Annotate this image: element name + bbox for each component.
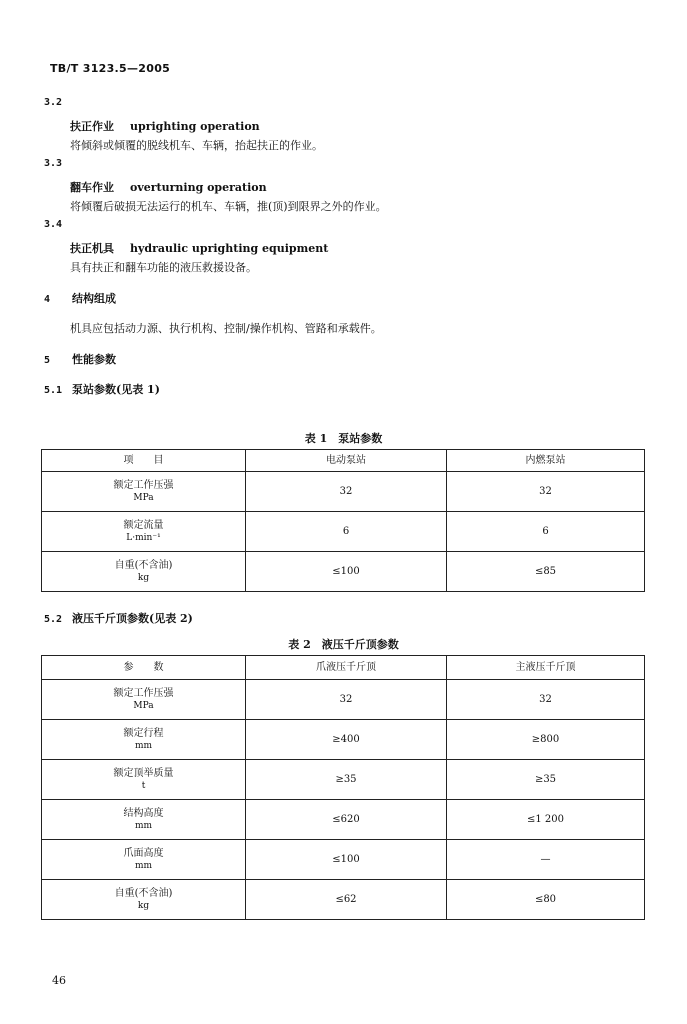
table-caption: 表 2 液压千斤顶参数 bbox=[288, 638, 399, 651]
section-number: 5 bbox=[44, 355, 51, 366]
term-en: overturning operation bbox=[130, 181, 267, 194]
header-cell: 电动泵站 bbox=[246, 450, 447, 472]
param-cell bbox=[42, 552, 246, 592]
param-name: 额定流量 bbox=[123, 519, 164, 531]
table-header-row bbox=[42, 656, 645, 680]
table-caption: 表 1 泵站参数 bbox=[304, 432, 383, 445]
header-cell: 主液压千斤顶 bbox=[447, 656, 645, 680]
value-cell: 32 bbox=[246, 472, 447, 512]
subsection-title: 泵站参数(见表 1) bbox=[72, 383, 160, 396]
section-title: 结构组成 bbox=[72, 292, 116, 305]
term-zh: 翻车作业 bbox=[70, 181, 114, 194]
value-cell: 32 bbox=[447, 680, 645, 720]
hydraulic-jack-table bbox=[41, 655, 645, 920]
standard-header: TB/T 3123.5—2005 bbox=[50, 62, 171, 75]
param-name: 额定行程 bbox=[123, 727, 164, 739]
section-number: 4 bbox=[44, 294, 51, 305]
param-unit: MPa bbox=[133, 700, 154, 711]
subsection-title: 液压千斤顶参数(见表 2) bbox=[72, 612, 193, 625]
table-row bbox=[42, 800, 645, 840]
value-cell: ≤80 bbox=[447, 880, 645, 920]
table-row bbox=[42, 680, 645, 720]
term-number: 3.3 bbox=[44, 158, 63, 169]
table-header-row bbox=[42, 450, 645, 472]
term-title bbox=[70, 179, 267, 195]
value-cell: ≤1 200 bbox=[447, 800, 645, 840]
term-definition: 将倾斜或倾覆的脱线机车、车辆，抬起扶正的作业。 bbox=[70, 139, 323, 152]
value-cell: ≤62 bbox=[246, 880, 447, 920]
value-cell: ≥35 bbox=[246, 760, 447, 800]
header-cell: 爪液压千斤顶 bbox=[246, 656, 447, 680]
value-cell: ≤620 bbox=[246, 800, 447, 840]
param-cell bbox=[42, 720, 246, 760]
term-en: hydraulic uprighting equipment bbox=[130, 242, 329, 255]
param-cell bbox=[42, 472, 246, 512]
value-cell: ≥35 bbox=[447, 760, 645, 800]
param-name: 额定工作压强 bbox=[113, 479, 174, 491]
param-unit: t bbox=[141, 780, 146, 791]
section-heading bbox=[44, 290, 116, 306]
value-cell: 6 bbox=[447, 512, 645, 552]
subsection-number: 5.1 bbox=[44, 385, 63, 396]
term-definition: 将倾覆后破损无法运行的机车、车辆，推(顶)到限界之外的作业。 bbox=[70, 200, 387, 213]
subsection-heading bbox=[44, 381, 160, 397]
param-name: 自重(不含油) bbox=[114, 887, 173, 899]
table-row bbox=[42, 512, 645, 552]
section-heading bbox=[44, 351, 116, 367]
param-cell bbox=[42, 840, 246, 880]
term-number: 3.4 bbox=[44, 219, 63, 230]
value-cell: ≥400 bbox=[246, 720, 447, 760]
param-unit: mm bbox=[134, 820, 153, 831]
param-name: 自重(不含油) bbox=[114, 559, 173, 571]
value-cell: ≤85 bbox=[447, 552, 645, 592]
term-definition: 具有扶正和翻车功能的液压救援设备。 bbox=[70, 261, 257, 274]
param-name: 额定顶举质量 bbox=[113, 767, 174, 779]
term-zh: 扶正机具 bbox=[70, 242, 114, 255]
term-title bbox=[70, 118, 260, 134]
table-row bbox=[42, 720, 645, 760]
section-title: 性能参数 bbox=[72, 353, 116, 366]
term-title bbox=[70, 240, 328, 256]
header-cell: 内燃泵站 bbox=[447, 450, 645, 472]
subsection-heading bbox=[44, 610, 193, 626]
header-cell: 项 目 bbox=[42, 450, 246, 472]
param-unit: L·min⁻¹ bbox=[126, 532, 161, 543]
param-cell bbox=[42, 880, 246, 920]
value-cell: 6 bbox=[246, 512, 447, 552]
section-body: 机具应包括动力源、执行机构、控制/操作机构、管路和承载件。 bbox=[70, 322, 382, 335]
param-name: 结构高度 bbox=[123, 807, 164, 819]
param-name: 额定工作压强 bbox=[113, 687, 174, 699]
term-en: uprighting operation bbox=[130, 120, 260, 133]
value-cell: 32 bbox=[246, 680, 447, 720]
value-cell: ≥800 bbox=[447, 720, 645, 760]
table-row bbox=[42, 840, 645, 880]
param-cell bbox=[42, 680, 246, 720]
param-unit: mm bbox=[134, 740, 153, 751]
pump-station-table bbox=[41, 449, 645, 592]
term-zh: 扶正作业 bbox=[70, 120, 114, 133]
param-unit: MPa bbox=[133, 492, 154, 503]
table-row bbox=[42, 472, 645, 512]
table-row bbox=[42, 760, 645, 800]
param-unit: kg bbox=[137, 572, 150, 583]
value-cell: ≤100 bbox=[246, 840, 447, 880]
value-cell: ≤100 bbox=[246, 552, 447, 592]
param-cell bbox=[42, 512, 246, 552]
param-cell bbox=[42, 760, 246, 800]
value-cell: 32 bbox=[447, 472, 645, 512]
value-cell: — bbox=[447, 840, 645, 880]
param-cell bbox=[42, 800, 246, 840]
table-row bbox=[42, 552, 645, 592]
term-number: 3.2 bbox=[44, 97, 63, 108]
table-row bbox=[42, 880, 645, 920]
subsection-number: 5.2 bbox=[44, 614, 63, 625]
header-cell: 参 数 bbox=[42, 656, 246, 680]
param-name: 爪面高度 bbox=[123, 847, 164, 859]
param-unit: kg bbox=[137, 900, 150, 911]
page-number: 46 bbox=[52, 974, 66, 987]
param-unit: mm bbox=[134, 860, 153, 871]
